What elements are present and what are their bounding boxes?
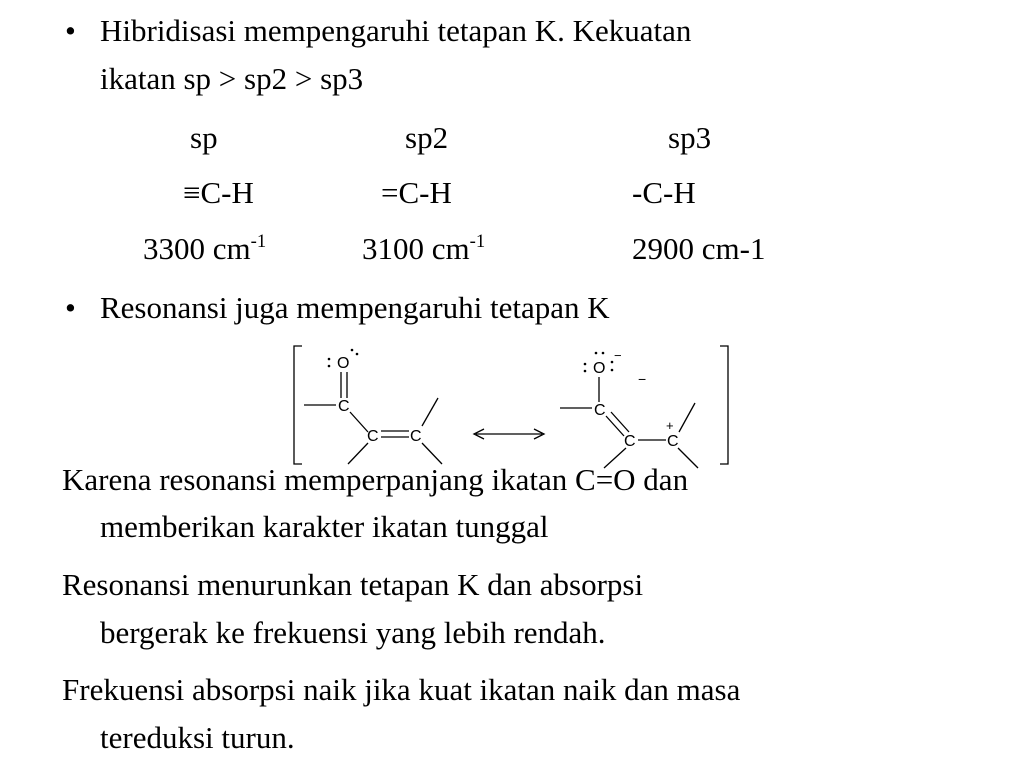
bullet-text-line: Hibridisasi mempengaruhi tetapan K. Kekuatan — [100, 13, 692, 48]
carbon-positive-charge: + — [666, 418, 674, 433]
double-bond-line — [606, 416, 624, 436]
bond-single-ch: -C-H — [632, 175, 696, 210]
header-sp3: sp3 — [668, 120, 712, 155]
lone-pair-dot — [328, 358, 331, 361]
resonance-diagram — [290, 340, 740, 475]
left-bracket — [294, 346, 302, 464]
resonance-arrow — [474, 429, 544, 439]
lone-pair-dot — [328, 365, 331, 368]
right-alkene-carbon-b: C — [667, 433, 679, 450]
lone-pair-dot — [611, 361, 614, 364]
single-bond-line — [422, 398, 438, 426]
bullet-marker: • — [65, 290, 76, 325]
paragraph-line: Frekuensi absorpsi naik jika kuat ikatan naik dan masa — [62, 672, 741, 707]
lone-pair-dot — [611, 369, 614, 372]
right-bracket — [720, 346, 728, 464]
bullet-text-line: ikatan sp > sp2 > sp3 — [100, 61, 364, 96]
left-carbonyl-carbon: C — [338, 398, 350, 415]
lone-pair-dot — [602, 352, 605, 355]
right-oxygen: O — [593, 360, 606, 377]
lone-pair-dot — [584, 370, 587, 373]
paragraph-line: Resonansi menurunkan tetapan K dan absorpsi — [62, 567, 644, 602]
lone-pair-dot — [351, 349, 354, 352]
paragraph-line: bergerak ke frekuensi yang lebih rendah. — [100, 615, 606, 650]
oxygen-charge: − — [614, 348, 622, 363]
left-structure — [304, 349, 442, 464]
frequency-sp3: 2900 cm-1 — [632, 231, 766, 266]
bond-triple-ch: ≡C-H — [183, 175, 254, 210]
single-bond-line — [679, 403, 695, 432]
double-bond-line — [611, 412, 629, 432]
left-oxygen: O — [337, 355, 350, 372]
extra-negative-charge: − — [638, 371, 647, 387]
lone-pair-dot — [356, 353, 359, 356]
paragraph-line: tereduksi turun. — [100, 720, 295, 755]
header-sp: sp — [190, 120, 218, 155]
left-alkene-carbon-b: C — [410, 428, 422, 445]
bullet-text-line: Resonansi juga mempengaruhi tetapan K — [100, 290, 610, 325]
frequency-sp2: 3100 $cm^{-1}$ — [362, 230, 486, 266]
single-bond-line — [350, 412, 368, 432]
left-alkene-carbon-a: C — [367, 428, 379, 445]
lone-pair-dot — [595, 352, 598, 355]
bullet-marker: • — [65, 13, 76, 48]
bond-double-ch: =C-H — [381, 175, 452, 210]
paragraph-line: Karena resonansi memperpanjang ikatan C=O dan — [62, 462, 689, 497]
right-carbonyl-carbon: C — [594, 402, 606, 419]
frequency-sp: 3300 $cm^{-1}$ — [143, 230, 267, 266]
paragraph-line: memberikan karakter ikatan tunggal — [100, 509, 549, 544]
header-sp2: sp2 — [405, 120, 449, 155]
right-alkene-carbon-a: C — [624, 433, 636, 450]
lone-pair-dot — [584, 363, 587, 366]
right-structure — [560, 348, 698, 468]
